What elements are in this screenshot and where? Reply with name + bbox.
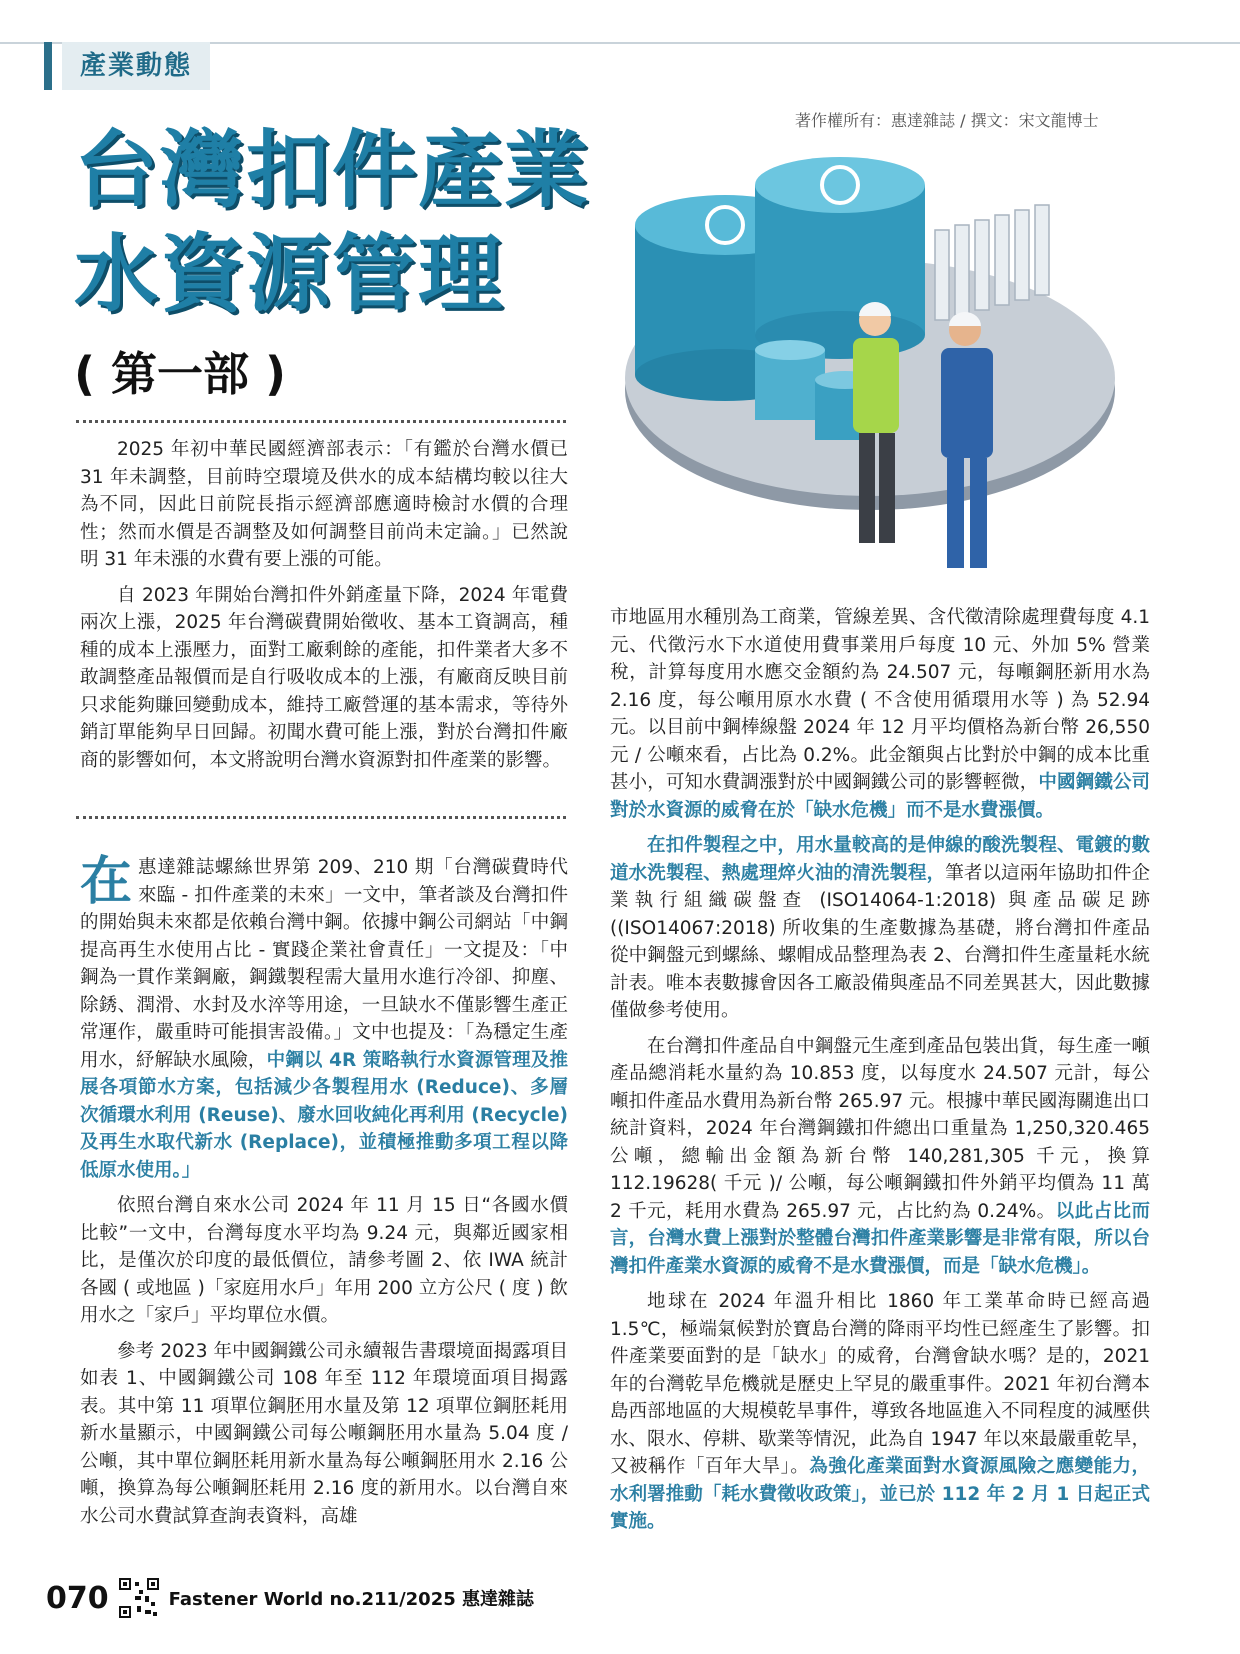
highlight-text: 中國鋼鐵公司對於水資源的威脅在於「缺水危機」而不是水費漲價。 — [610, 772, 1150, 821]
engineer-right — [941, 312, 993, 568]
title-line-2: 水資源管理 — [74, 225, 505, 323]
body-paragraph-1: 在 惠達雜誌螺絲世界第 209、210 期「台灣碳費時代來臨 - 扣件產業的未來」一文中，筆者談及台灣扣件的開始與未來都是依賴台灣中鋼。依據中鋼公司網站「中鋼提高再生水使用占比 - 實踐企業社會責任」一文提及：「中鋼為一貫作業鋼廠，鋼鐵製程需大量用水進行冷卻、抑塵、除銹、潤滑、水封及水淬等用途，一旦缺水不僅影響生產正常運作，嚴重時可能損害設備。」文中也提及：「為穩定生產用水，紓解缺水風險，中鋼以 4R 策略執行水資源管理及推展各項節水方案，包括減少各製程用水 (Reduce)、多層次循環水利用 (Reuse)、廢水回收純化再利用 (Recycle) 及再生水取代新水 (Replace)，並積極推動多項工程以降低原水使用。」 — [80, 852, 568, 1181]
title-line-1: 台灣扣件產業 — [74, 121, 591, 219]
small-tank-1 — [755, 350, 825, 420]
divider-bottom — [76, 816, 566, 819]
highlight-text: 以此占比而言，台灣水費上漲對於整體台灣扣件產業影響是非常有限，所以台灣扣件產業水資源的威脅不是水費漲價，而是「缺水危機」。 — [610, 1200, 1150, 1277]
body-paragraph-6: 在台灣扣件產品自中鋼盤元生產到產品包裝出貨，每生產一噸產品總消耗水量約為 10.853 度，以每度水 24.507 元計，每公噸扣件產品水費用為新台幣 265.97 元。根據中華民國海關進出口統計資料，2024 年台灣鋼鐵扣件總出口重量為 1,250,320.465 公噸，總輸出金額為新台幣 140,281,305 千元，換算 112.19628( 千元 )/ 公噸，每公噸鋼鐵扣件外銷平均價為 11 萬 2 千元，耗用水費為 265.97 元，占比約為 0.24%。以此占比而言，台灣水費上漲對於整體台灣扣件產業影響是非常有限，所以台灣扣件產業水資源的威脅不是水費漲價，而是「缺水危機」。 — [610, 1035, 1150, 1277]
section-header — [44, 42, 1240, 90]
highlight-text: 在扣件製程之中，用水量較高的是伸線的酸洗製程、電鍍的數道水洗製程、熱處理焠火油的清洗製程， — [610, 835, 1150, 884]
intro-paragraph-1: 2025 年初中華民國經濟部表示：「有鑑於台灣水價已 31 年未調整，目前時空環境及供水的成本結構均較以往大為不同，因此日前院長指示經濟部應適時檢討水價的合理性；然而水價是否調整及如何調整目前尚未定論。」已然說明 31 年未漲的水費有要上漲的可能。 — [80, 439, 568, 570]
qr-code-icon[interactable] — [119, 1578, 159, 1618]
divider-top — [76, 420, 566, 423]
highlight-text: 中鋼以 4R 策略執行水資源管理及推展各項節水方案，包括減少各製程用水 (Reduce)、多層次循環水利用 (Reuse)、廢水回收純化再利用 (Recycle) 及再生水取代新水 (Replace)，並積極推動多項工程以降低原水使用。」 — [80, 1049, 568, 1181]
body-paragraph-3: 參考 2023 年中國鋼鐵公司永續報告書環境面揭露項目如表 1、中國鋼鐵公司 108 年至 112 年環境面項目揭露表。其中第 11 項單位鋼胚用水量及第 12 項單位鋼胚耗用新水量顯示，中國鋼鐵公司每公噸鋼胚用水量為 5.04 度 / 公噸，其中單位鋼胚耗用新水量為每公噸鋼胚用水 2.16 公噸，換算為每公噸鋼胚耗用 2.16 度的新用水。以台灣自來水公司水費試算查詢表資料，高雄 — [80, 1340, 568, 1527]
body-paragraph-4: 市地區用水種別為工商業，管線差異、含代徵清除處理費每度 4.1 元、代徵污水下水道使用費事業用戶每度 10 元、外加 5% 營業稅，計算每度用水應交金額約為 24.507 元，每噸鋼胚新用水為 2.16 度，每公噸用原水水費 ( 不含使用循環用水等 ) 為 52.94 元。以目前中鋼棒線盤 2024 年 12 月平均價格為新台幣 26,550 元 / 公噸來看，占比為 0.2%。此金額與占比對於中鋼的成本比重甚小，可知水費調漲對於中國鋼鐵公司的影響輕微，中國鋼鐵公司對於水資源的威脅在於「缺水危機」而不是水費漲價。 — [610, 607, 1150, 821]
magazine-name: Fastener World no.211/2025 惠達雜誌 — [168, 1589, 535, 1610]
drop-cap: 在 — [80, 852, 133, 912]
page-number: 070 — [46, 1580, 109, 1616]
intro-paragraph-2: 自 2023 年開始台灣扣件外銷產量下降，2024 年電費兩次上漲，2025 年台灣碳費開始徵收、基本工資調高，種種的成本上漲壓力，面對工廠剩餘的產能，扣件業者大多不敢調整產品報價而是自行吸收成本的上漲，有廠商反映目前只求能夠賺回變動成本，維持工廠營運的基本需求，等待外銷訂單能夠早日回歸。初聞水費可能上漲，對於台灣扣件廠商的影響如何，本文將說明台灣水資源對扣件產業的影響。 — [80, 584, 568, 771]
section-accent-bar — [44, 42, 52, 90]
water-treatment-illustration — [615, 140, 1120, 590]
intro-column — [80, 436, 568, 782]
body-paragraph-2: 依照台灣自來水公司 2024 年 11 月 15 日“各國水價比較”一文中，台灣每度水平均為 9.24 元，與鄰近國家相比，是僅次於印度的最低價位，請參考圖 2、依 IWA 統計各國 ( 或地區 )「家庭用水戶」年用 200 立方公尺 ( 度 ) 飲用水之「家戶」平均單位水價。 — [80, 1195, 568, 1326]
section-label: 產業動態 — [62, 42, 210, 90]
right-column — [610, 604, 1150, 1544]
author-credit: 著作權所有：惠達雜誌 / 撰文：宋文龍博士 — [795, 111, 1099, 130]
article-title — [74, 118, 634, 326]
page-footer — [46, 1578, 534, 1618]
body-paragraph-5: 在扣件製程之中，用水量較高的是伸線的酸洗製程、電鍍的數道水洗製程、熱處理焠火油的清洗製程，筆者以這兩年協助扣件企業執行組織碳盤查 (ISO14064-1:2018) 與產品碳足跡 ((ISO14067:2018) 所收集的生產數據為基礎，將台灣扣件產品從中鋼盤元到螺絲、螺帽成品整理為表 2、台灣扣件生產量耗水統計表。唯本表數據會因各工廠設備與產品不同差異甚大，因此數據僅做參考使用。 — [610, 835, 1150, 1021]
highlight-text: 為強化產業面對水資源風險之應變能力，水利署推動「耗水費徵收政策」，並已於 112 年 2 月 1 日起正式實施。 — [610, 1456, 1150, 1532]
article-subtitle: ( 第一部 ) — [74, 347, 287, 401]
body-paragraph-7: 地球在 2024 年溫升相比 1860 年工業革命時已經高過 1.5℃，極端氣候對於寶島台灣的降雨平均性已經產生了影響。扣件產業要面對的是「缺水」的威脅，台灣會缺水嗎？是的，2021 年的台灣乾旱危機就是歷史上罕見的嚴重事件。2021 年初台灣本島西部地區的大規模乾旱事件，導致各地區進入不同程度的減壓供水、限水、停耕、歇業等情況，此為自 1947 年以來最嚴重乾旱，又被稱作「百年大旱」。為強化產業面對水資源風險之應變能力，水利署推動「耗水費徵收政策」，並已於 112 年 2 月 1 日起正式實施。 — [610, 1291, 1150, 1532]
left-column — [80, 854, 568, 1538]
